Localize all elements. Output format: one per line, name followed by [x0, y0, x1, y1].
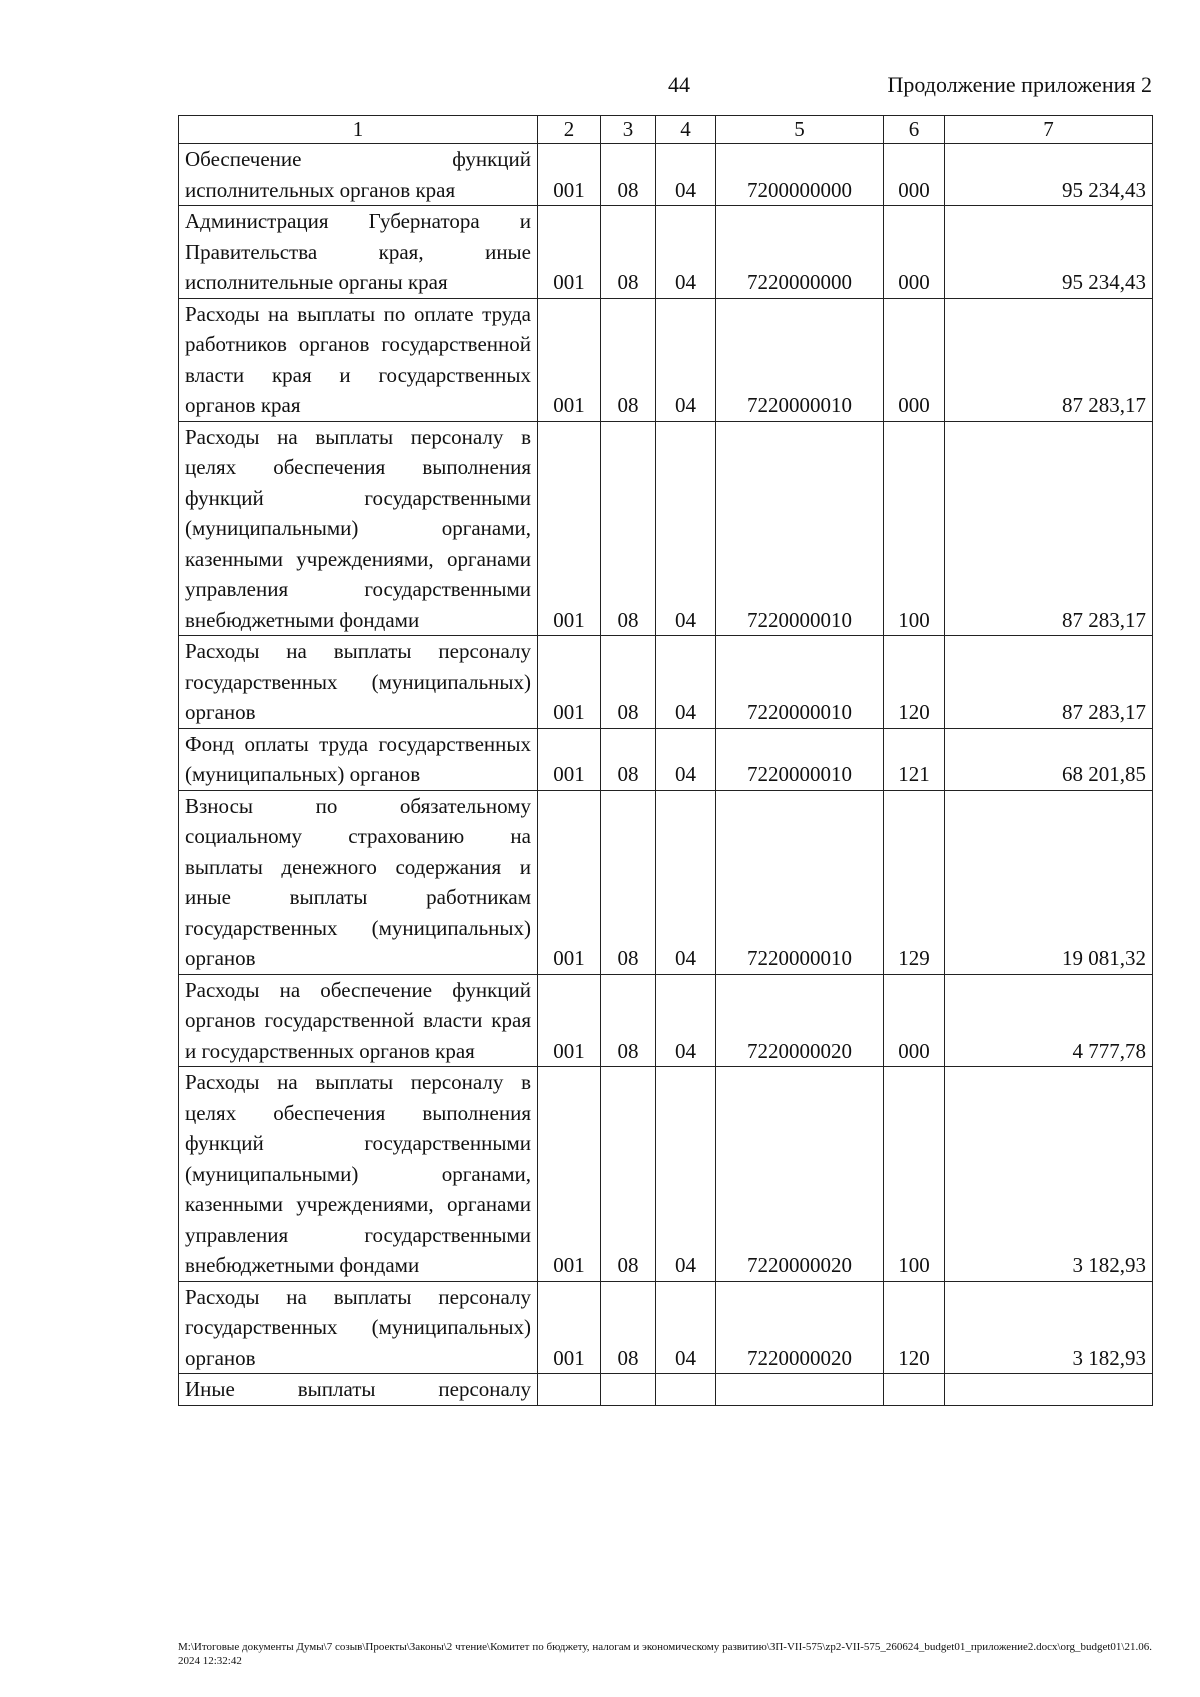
subsection-code-cell: 04 — [656, 974, 716, 1067]
ministry-code-cell: 001 — [538, 206, 601, 299]
column-header: 2 — [538, 116, 601, 144]
subsection-code-cell: 04 — [656, 1067, 716, 1282]
expense-type-cell: 000 — [884, 144, 945, 206]
target-article-cell: 7220000010 — [716, 421, 884, 636]
ministry-code-cell: 001 — [538, 790, 601, 974]
expense-name-cell: Администрация Губернатора и Правительства края, иные исполнительные органы края — [179, 206, 538, 299]
expense-type-cell — [884, 1374, 945, 1406]
table-row — [179, 974, 1153, 1067]
ministry-code-cell — [538, 1374, 601, 1406]
subsection-code-cell: 04 — [656, 298, 716, 421]
column-header: 3 — [601, 116, 656, 144]
page-number: 44 — [668, 72, 690, 97]
subsection-code-cell: 04 — [656, 421, 716, 636]
table-row — [179, 790, 1153, 974]
amount-cell: 68 201,85 — [945, 728, 1153, 790]
section-code-cell: 08 — [601, 298, 656, 421]
column-header: 4 — [656, 116, 716, 144]
target-article-cell: 7220000010 — [716, 728, 884, 790]
expense-name-cell: Расходы на выплаты по оплате труда работников органов государственной власти края и государственных органов края — [179, 298, 538, 421]
target-article-cell — [716, 1374, 884, 1406]
expense-type-cell: 129 — [884, 790, 945, 974]
amount-cell: 4 777,78 — [945, 974, 1153, 1067]
table-row — [179, 636, 1153, 729]
column-header: 1 — [179, 116, 538, 144]
section-code-cell: 08 — [601, 728, 656, 790]
expense-name-cell: Фонд оплаты труда государственных (муниципальных) органов — [179, 728, 538, 790]
subsection-code-cell: 04 — [656, 206, 716, 299]
budget-table — [178, 115, 1153, 1406]
table-row — [179, 298, 1153, 421]
ministry-code-cell: 001 — [538, 636, 601, 729]
column-header: 6 — [884, 116, 945, 144]
amount-cell: 95 234,43 — [945, 206, 1153, 299]
ministry-code-cell: 001 — [538, 298, 601, 421]
expense-name-cell: Расходы на обеспечение функций органов государственной власти края и государственных органов края — [179, 974, 538, 1067]
expense-name-cell: Иные выплаты персоналу — [179, 1374, 538, 1406]
section-code-cell: 08 — [601, 206, 656, 299]
ministry-code-cell: 001 — [538, 1067, 601, 1282]
expense-name-cell: Расходы на выплаты персоналу государственных (муниципальных) органов — [179, 1281, 538, 1374]
ministry-code-cell: 001 — [538, 144, 601, 206]
subsection-code-cell: 04 — [656, 728, 716, 790]
target-article-cell: 7200000000 — [716, 144, 884, 206]
section-code-cell — [601, 1374, 656, 1406]
table-row — [179, 1281, 1153, 1374]
expense-type-cell: 100 — [884, 421, 945, 636]
appendix-continuation-title: Продолжение приложения 2 — [887, 72, 1152, 97]
amount-cell: 3 182,93 — [945, 1281, 1153, 1374]
subsection-code-cell: 04 — [656, 790, 716, 974]
expense-type-cell: 120 — [884, 1281, 945, 1374]
section-code-cell: 08 — [601, 790, 656, 974]
expense-name-cell: Обеспечение функций исполнительных органов края — [179, 144, 538, 206]
amount-cell: 87 283,17 — [945, 636, 1153, 729]
expense-name-cell: Расходы на выплаты персоналу в целях обеспечения выполнения функций государственными (муниципальными) органами, казенными учреждениями, органами управления государственными внебюджетными фондами — [179, 1067, 538, 1282]
target-article-cell: 7220000010 — [716, 790, 884, 974]
column-header: 5 — [716, 116, 884, 144]
target-article-cell: 7220000020 — [716, 1281, 884, 1374]
section-code-cell: 08 — [601, 144, 656, 206]
subsection-code-cell — [656, 1374, 716, 1406]
table-row — [179, 206, 1153, 299]
expense-name-cell: Расходы на выплаты персоналу в целях обеспечения выполнения функций государственными (муниципальными) органами, казенными учреждениями, органами управления государственными внебюджетными фондами — [179, 421, 538, 636]
section-code-cell: 08 — [601, 636, 656, 729]
expense-type-cell: 120 — [884, 636, 945, 729]
expense-type-cell: 121 — [884, 728, 945, 790]
amount-cell: 19 081,32 — [945, 790, 1153, 974]
ministry-code-cell: 001 — [538, 728, 601, 790]
column-number-row — [179, 116, 1153, 144]
column-header: 7 — [945, 116, 1153, 144]
expense-type-cell: 000 — [884, 298, 945, 421]
subsection-code-cell: 04 — [656, 144, 716, 206]
expense-type-cell: 100 — [884, 1067, 945, 1282]
amount-cell: 87 283,17 — [945, 298, 1153, 421]
table-row — [179, 421, 1153, 636]
subsection-code-cell: 04 — [656, 1281, 716, 1374]
ministry-code-cell: 001 — [538, 974, 601, 1067]
expense-name-cell: Взносы по обязательному социальному страхованию на выплаты денежного содержания и иные выплаты работникам государственных (муниципальных) органов — [179, 790, 538, 974]
ministry-code-cell: 001 — [538, 1281, 601, 1374]
amount-cell — [945, 1374, 1153, 1406]
expense-type-cell: 000 — [884, 974, 945, 1067]
document-file-path: M:\Итоговые документы Думы\7 созыв\Проекты\Законы\2 чтение\Комитет по бюджету, налогам и экономическому развитию\ЗП-VII-575\zp2-VII-575_260624_budget01_приложение2.docx\org_budget01\21.06.2024 12:32:42 — [178, 1641, 1152, 1667]
section-code-cell: 08 — [601, 974, 656, 1067]
subsection-code-cell: 04 — [656, 636, 716, 729]
target-article-cell: 7220000010 — [716, 298, 884, 421]
target-article-cell: 7220000000 — [716, 206, 884, 299]
section-code-cell: 08 — [601, 1281, 656, 1374]
amount-cell: 3 182,93 — [945, 1067, 1153, 1282]
target-article-cell: 7220000010 — [716, 636, 884, 729]
amount-cell: 95 234,43 — [945, 144, 1153, 206]
section-code-cell: 08 — [601, 421, 656, 636]
target-article-cell: 7220000020 — [716, 974, 884, 1067]
table-row — [179, 1067, 1153, 1282]
ministry-code-cell: 001 — [538, 421, 601, 636]
target-article-cell: 7220000020 — [716, 1067, 884, 1282]
table-row — [179, 144, 1153, 206]
section-code-cell: 08 — [601, 1067, 656, 1282]
expense-type-cell: 000 — [884, 206, 945, 299]
amount-cell: 87 283,17 — [945, 421, 1153, 636]
table-row — [179, 728, 1153, 790]
expense-name-cell: Расходы на выплаты персоналу государственных (муниципальных) органов — [179, 636, 538, 729]
table-row — [179, 1374, 1153, 1406]
